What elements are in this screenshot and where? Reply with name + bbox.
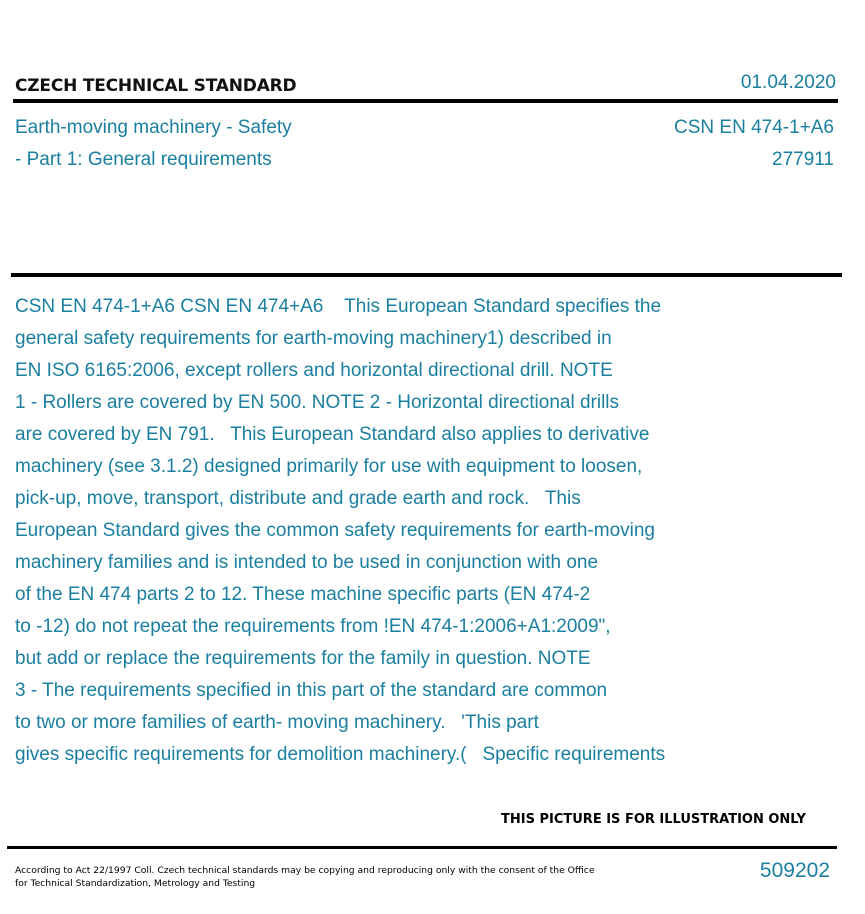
copyright-notice [15,864,615,890]
abstract-line: 3 - The requirements specified in this part of the standard are common [15,680,608,701]
illustration-notice: THIS PICTURE IS FOR ILLUSTRATION ONLY [501,812,806,827]
title-divider [11,273,842,277]
header-divider [13,99,838,103]
standard-title-line-2: - Part 1: General requirements [15,149,272,170]
abstract-line: machinery families and is intended to be used in conjunction with one [15,552,599,573]
abstract-line: but add or replace the requirements for the family in question. NOTE [15,648,591,669]
abstract-line: to -12) do not repeat the requirements from !EN 474-1:2006+A1:2009", [15,616,611,637]
abstract-line: are covered by EN 791. This European Standard also applies to derivative [15,424,650,445]
abstract-line: CSN EN 474-1+A6 CSN EN 474+A6 This European Standard specifies the [15,296,662,317]
standard-code: CSN EN 474-1+A6 [674,117,834,138]
abstract-line: general safety requirements for earth-moving machinery1) described in [15,328,612,349]
standard-abstract [15,291,775,771]
abstract-line: European Standard gives the common safety requirements for earth-moving [15,520,655,541]
footer-code: 509202 [759,859,830,882]
footer-divider [7,846,837,849]
abstract-line: 1 - Rollers are covered by EN 500. NOTE 2 - Horizontal directional drills [15,392,620,413]
copyright-line: According to Act 22/1997 Coll. Czech technical standards may be copying and reproducing only with the consent of the Office [15,865,595,876]
copyright-line: for Technical Standardization, Metrology and Testing [15,878,256,889]
abstract-line: to two or more families of earth- moving machinery. 'This part [15,712,539,733]
abstract-line: of the EN 474 parts 2 to 12. These machine specific parts (EN 474-2 [15,584,591,605]
abstract-line: EN ISO 6165:2006, except rollers and horizontal directional drill. NOTE [15,360,613,381]
publication-date: 01.04.2020 [740,72,836,93]
abstract-line: machinery (see 3.1.2) designed primarily for use with equipment to loosen, [15,456,643,477]
document-header-label: CZECH TECHNICAL STANDARD [15,76,297,96]
standard-title-line-1: Earth-moving machinery - Safety [15,117,292,138]
abstract-line: gives specific requirements for demolition machinery.( Specific requirements [15,744,666,765]
catalog-number: 277911 [772,149,834,170]
abstract-line: pick-up, move, transport, distribute and grade earth and rock. This [15,488,581,509]
